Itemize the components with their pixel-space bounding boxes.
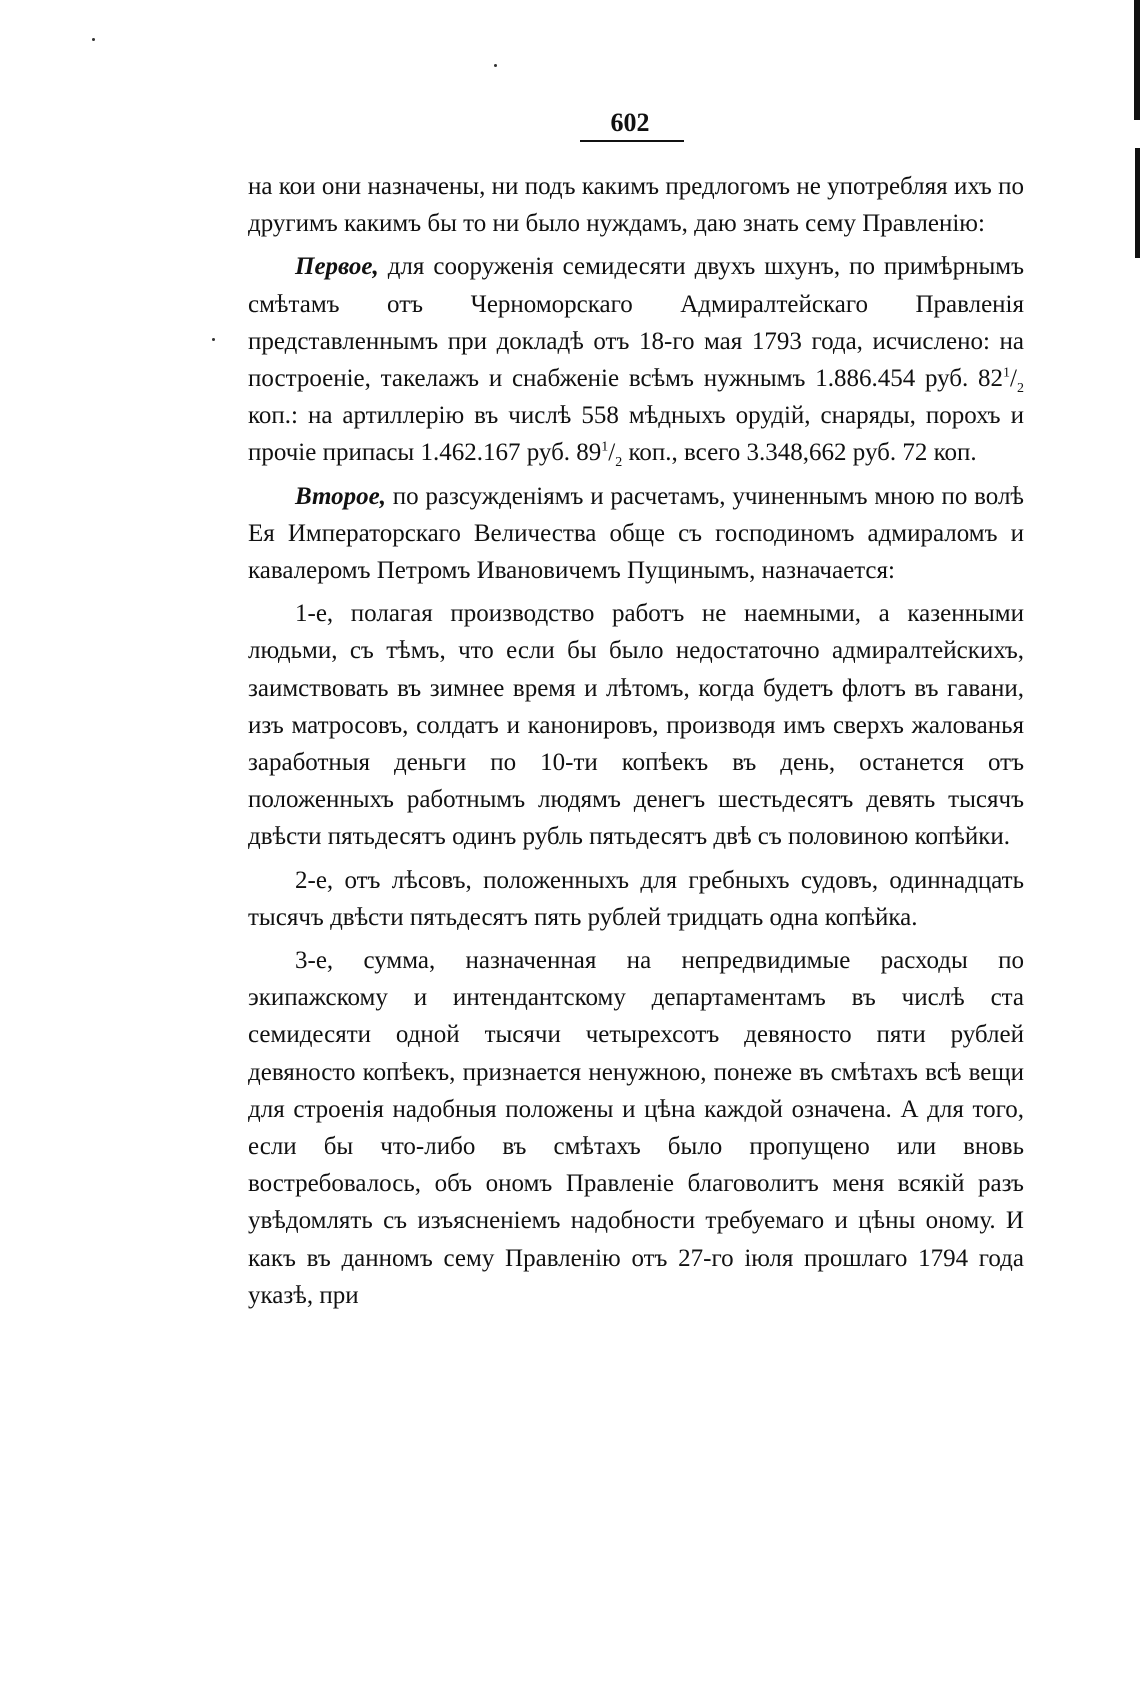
- paragraph-lead: Первое,: [295, 253, 379, 281]
- paragraph-text: 3-е, сумма, назначенная на непредвидимые расходы по экипажскому и интендантскому департаментамъ въ числѣ ста семидесяти одной тысячи четырехсотъ девяносто пяти рублей девяносто копѣекъ, признается ненужною, понеже въ смѣтахъ всѣ вещи для строенія надобныя положены и цѣна каждой означена. А для того, если бы что-либо въ смѣтахъ было пропущено или вновь востребовалось, объ ономъ Правленіе благоволитъ меня всякій разъ увѣдомлять съ изъясненіемъ надобности требуемаго и цѣны оному. И какъ въ данномъ сему Правленію отъ 27-го іюля прошлаго 1794 года указѣ, при: [248, 947, 1024, 1309]
- body-text: [248, 168, 1024, 1320]
- paragraph-text: 1-е, полагая производство работъ не наемными, а казенными людьми, съ тѣмъ, что если бы было недостаточно адмиралтейскихъ, заимствовать въ зимнее время и лѣтомъ, когда будетъ флотъ въ гавани, изъ матросовъ, солдатъ и канонировъ, производя имъ сверхъ жалованья заработныя деньги по 10-ти копѣекъ въ день, останется отъ положенныхъ работнымъ людямъ денегъ шестьдесятъ девять тысячъ двѣсти пятьдесятъ одинъ рубль пятьдесятъ двѣ съ половиною копѣйки.: [248, 600, 1024, 851]
- paragraph-1: [248, 168, 1024, 242]
- amount-whole: 82: [978, 365, 1004, 393]
- scan-edge-mark: [1134, 0, 1140, 120]
- paragraph-item-3: [248, 942, 1024, 1314]
- paragraph-text: для сооруженія семидесяти двухъ шхунъ, по примѣрнымъ смѣтамъ отъ Черноморскаго Адмиралтейскаго Правленія представленнымъ при докладѣ отъ 18-го мая 1793 года, исчислено: на построеніе, такелажъ и снабженіе всѣмъ нужнымъ 1.886.454 руб.: [248, 253, 1024, 393]
- page-number: 602: [610, 108, 650, 137]
- scan-edge-mark: [1135, 148, 1140, 258]
- paragraph-text: коп., всего 3.348,662 руб. 72 коп.: [622, 439, 977, 467]
- fraction-denominator: 2: [1017, 381, 1024, 397]
- page-number-rule: [580, 140, 684, 142]
- paragraph-text: коп.: на артиллерію въ числѣ 558 мѣдныхъ орудій, снаряды, порохъ и прочіе припасы 1.462.167 руб.: [248, 402, 1024, 467]
- fraction-denominator: 2: [615, 455, 623, 471]
- fraction-numerator: 1: [1003, 365, 1011, 381]
- paragraph-second-point: [248, 478, 1024, 590]
- paragraph-lead: Второе,: [295, 482, 386, 510]
- paragraph-text: по разсужденіямъ и расчетамъ, учиненнымъ мною по волѣ Ея Императорскаго Величества обще съ господиномъ адмираломъ и кавалеромъ Петромъ Ивановичемъ Пущинымъ, назначается:: [248, 482, 1024, 585]
- amount-whole: 89: [576, 439, 602, 467]
- scan-speck: [494, 64, 497, 67]
- paragraph-item-2: [248, 862, 1024, 936]
- scan-speck: [92, 38, 95, 41]
- paragraph-item-1: [248, 595, 1024, 855]
- scan-speck: [212, 338, 215, 341]
- paragraph-first-point: Первое, для сооруженія семидесяти двухъ шхунъ, по примѣрнымъ смѣтамъ отъ Черноморскаго Адмиралтейскаго Правленія представленнымъ при докладѣ отъ 18-го мая 1793 года, исчислено: на построеніе, такелажъ и снабженіе всѣмъ нужнымъ 1.886.454 руб. $82^1/_2$ коп.: на артиллерію въ числѣ 558 мѣдныхъ орудій, снаряды, порохъ и прочіе припасы 1.462.167 руб. $89^1/_2$ коп., всего 3.348,662 руб. 72 коп.: [248, 253, 1024, 471]
- paragraph-text: 2-е, отъ лѣсовъ, положенныхъ для гребныхъ судовъ, одиннадцать тысячъ двѣсти пятьдесятъ пять рублей тридцать одна копѣйка.: [248, 866, 1024, 931]
- fraction-numerator: 1: [601, 440, 609, 456]
- paragraph-text: на кои они назначены, ни подъ какимъ предлогомъ не употребляя ихъ по другимъ какимъ бы то ни было нуждамъ, даю знать сему Правленію:: [248, 173, 1024, 238]
